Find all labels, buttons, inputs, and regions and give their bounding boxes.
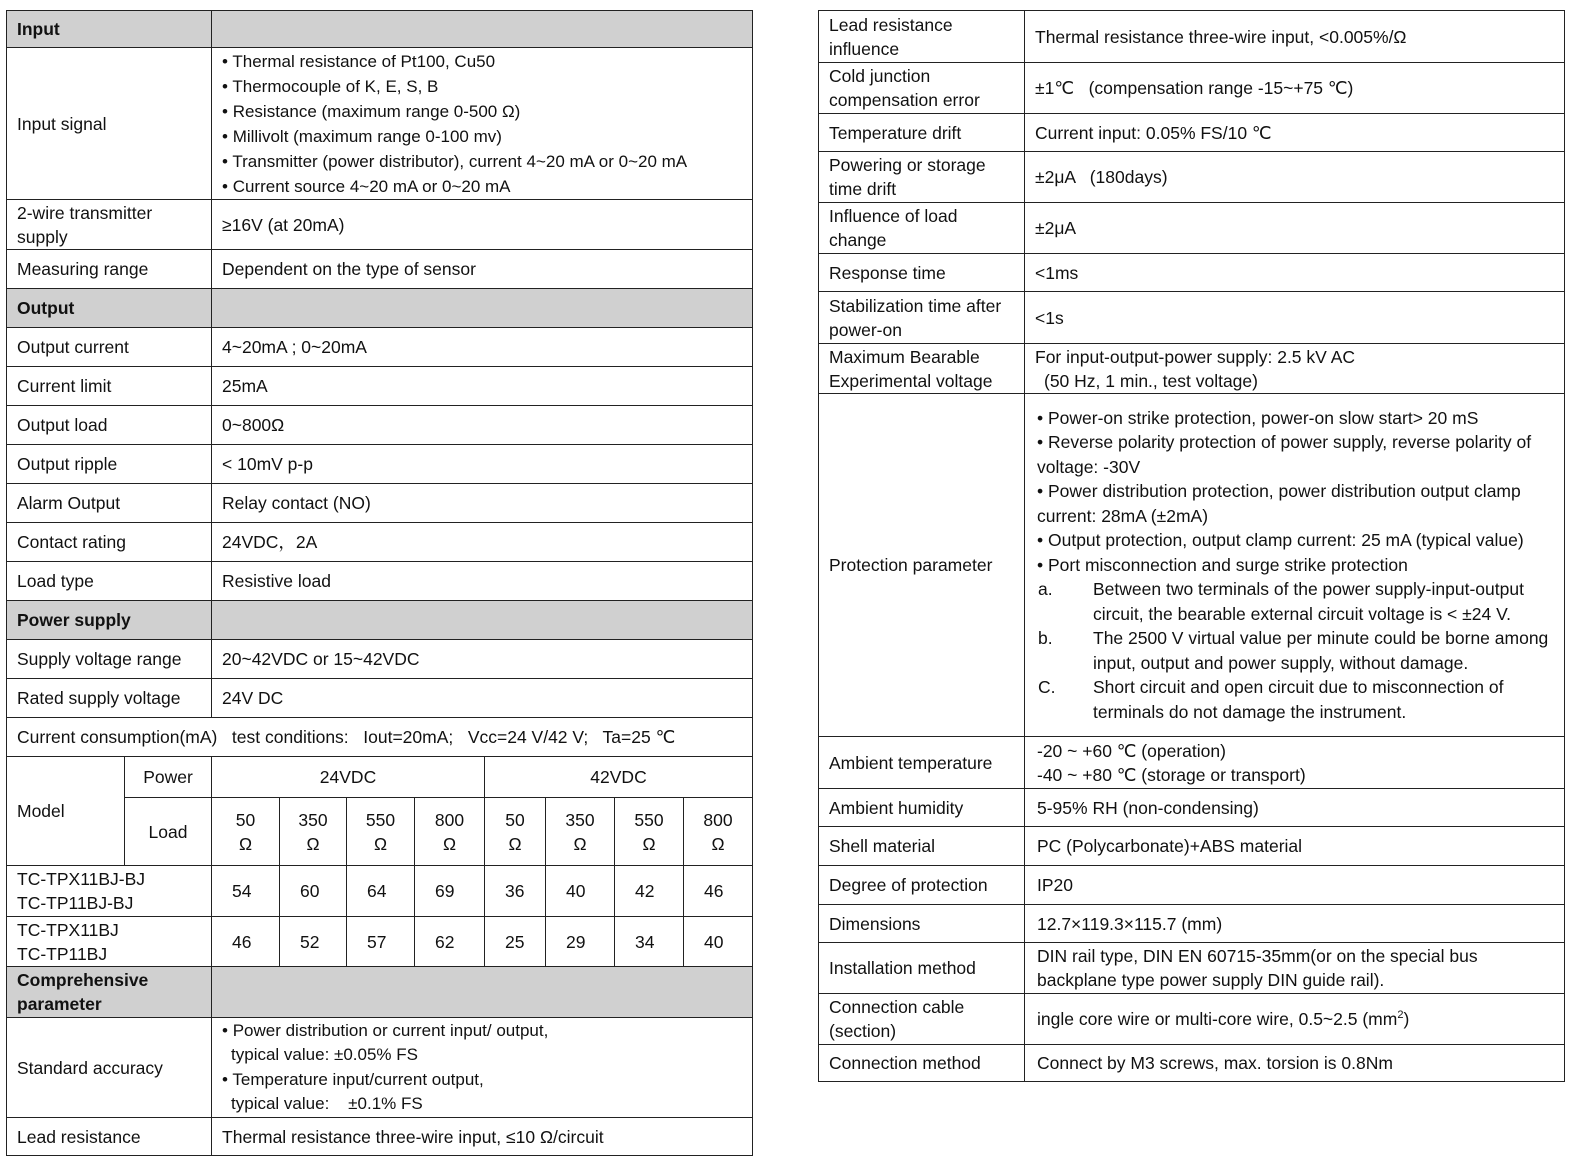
voltage-42-header: 42VDC [485,757,753,798]
spec-value: ≥16V (at 20mA) [212,200,753,250]
spec-row [7,640,753,679]
spec-label: Shell material [819,827,1025,866]
spec-value: 4~20mA ; 0~20mA [212,328,753,367]
spec-label: Output current [7,328,212,367]
consumption-conditions: Current consumption(mA) test conditions: Iout=20mA; Vcc=24 V/42 V; Ta=25 ℃ [7,718,753,757]
list-item: • Thermocouple of K, E, S, B [222,76,439,96]
consumption-value: 34 [615,917,684,967]
spec-value: Thermal resistance three-wire input, <0.005%/Ω [1025,11,1565,63]
spec-row [819,789,1565,827]
spec-value: ±2μA [1025,203,1565,254]
spec-label: Output load [7,406,212,445]
spec-row [7,1118,753,1156]
spec-value: Thermal resistance three-wire input, ≤10 Ω/circuit [212,1118,753,1156]
spec-row [819,943,1565,994]
spec-label: Rated supply voltage [7,679,212,718]
load-cell: 800 Ω [415,798,485,866]
spec-row [819,63,1565,114]
consumption-value: 46 [684,866,753,917]
spec-label: Ambient temperature [819,737,1025,789]
spec-label: Standard accuracy [7,1018,212,1118]
list-item: C. Short circuit and open circuit due to misconnection of terminals do not damage the instrument. [1038,677,1504,722]
load-cell: 800 Ω [684,798,753,866]
spec-label: Current limit [7,367,212,406]
spec-row [7,523,753,562]
spec-value: 0~800Ω [212,406,753,445]
section-row-input [7,11,753,48]
spec-label: 2-wire transmitter supply [7,200,212,250]
spec-label: Cold junction compensation error [819,63,1025,114]
spec-label: Measuring range [7,250,212,289]
spec-label: Response time [819,254,1025,292]
section-row-comprehensive [7,967,753,1018]
spec-value: 25mA [212,367,753,406]
load-cell: 350 Ω [280,798,347,866]
list-item: a. Between two terminals of the power supply-input-output circuit, the bearable external circuit voltage is < ±24 V. [1038,579,1524,624]
spec-value: < 10mV p-p [212,445,753,484]
spec-label: Stabilization time after power-on [819,292,1025,344]
spec-label: Alarm Output [7,484,212,523]
spec-value-list [1025,394,1565,737]
consumption-value: 52 [280,917,347,967]
load-cell: 50 Ω [212,798,280,866]
list-item: • Power distribution protection, power distribution output clamp current: 28mA (±2mA) [1037,481,1521,526]
spec-label: Dimensions [819,905,1025,943]
spec-value-list: • Power distribution or current input/ output, typical value: ±0.05% FS • Temperature input/current output, typical value: ±0.1% FS [212,1018,753,1118]
spec-value: Relay contact (NO) [212,484,753,523]
spec-value: Connect by M3 screws, max. torsion is 0.8Nm [1025,1045,1565,1082]
spec-row [819,254,1565,292]
list-item: • Current source 4~20 mA or 0~20 mA [222,176,511,196]
spec-row [819,344,1565,394]
spec-row [7,200,753,250]
load-cell: 350 Ω [546,798,615,866]
spec-label: Contact rating [7,523,212,562]
consumption-value: 36 [485,866,546,917]
spec-value-list [212,48,753,200]
spec-value: IP20 [1025,866,1565,905]
load-cell: 50 Ω [485,798,546,866]
spec-label: Installation method [819,943,1025,994]
consumption-value: 57 [347,917,415,967]
spec-row-protection [819,394,1565,737]
load-cell: 550 Ω [347,798,415,866]
voltage-24-header: 24VDC [212,757,485,798]
spec-row [819,114,1565,152]
spec-value: Current input: 0.05% FS/10 ℃ [1025,114,1565,152]
spec-value: DIN rail type, DIN EN 60715-35mm(or on the special bus backplane type power supply DIN guide rail). [1025,943,1565,994]
spec-value: -20 ~ +60 ℃ (operation) -40 ~ +80 ℃ (storage or transport) [1025,737,1565,789]
load-header: Load [125,798,212,866]
spec-label: Output ripple [7,445,212,484]
spec-label: Temperature drift [819,114,1025,152]
consumption-value: 64 [347,866,415,917]
spec-row [7,679,753,718]
section-title-power: Power supply [7,601,212,640]
list-item: • Port misconnection and surge strike protection [1037,554,1408,575]
spec-value: Dependent on the type of sensor [212,250,753,289]
consumption-value: 25 [485,917,546,967]
spec-label: Connection cable (section) [819,994,1025,1045]
section-row-output [7,289,753,328]
consumption-value: 42 [615,866,684,917]
spec-label: Powering or storage time drift [819,152,1025,203]
consumption-row [7,718,753,757]
spec-row [819,292,1565,344]
spec-row [819,827,1565,866]
list-item: • Output protection, output clamp current: 25 mA (typical value) [1037,530,1524,551]
spec-value: ±1℃ (compensation range -15~+75 ℃) [1025,63,1565,114]
spec-row [7,562,753,601]
right-spec-table [818,10,1565,1082]
spec-row [7,484,753,523]
consumption-value: 69 [415,866,485,917]
consumption-value: 54 [212,866,280,917]
spec-row [819,203,1565,254]
consumption-value: 29 [546,917,615,967]
spec-value: 5-95% RH (non-condensing) [1025,789,1565,827]
spec-label: Maximum Bearable Experimental voltage [819,344,1025,394]
load-cell: 550 Ω [615,798,684,866]
consumption-value: 40 [546,866,615,917]
section-title-comprehensive: Comprehensive parameter [7,967,212,1018]
spec-row [7,1018,753,1118]
section-title-output: Output [7,289,212,328]
spec-row [7,328,753,367]
spec-label: Input signal [7,48,212,200]
spec-row [7,250,753,289]
list-item: • Millivolt (maximum range 0-100 mv) [222,126,502,146]
consumption-value: 60 [280,866,347,917]
spec-value: 12.7×119.3×115.7 (mm) [1025,905,1565,943]
spec-label: Supply voltage range [7,640,212,679]
spec-value: 20~42VDC or 15~42VDC [212,640,753,679]
spec-label: Lead resistance [7,1118,212,1156]
list-item: • Reverse polarity protection of power supply, reverse polarity of voltage: -30V [1037,432,1532,477]
consumption-value: 40 [684,917,753,967]
spec-label: Protection parameter [819,394,1025,737]
spec-value: ±2μA (180days) [1025,152,1565,203]
list-item: b. The 2500 V virtual value per minute could be borne among input, output and power supply, without damage. [1038,628,1549,673]
spec-value: ingle core wire or multi-core wire, 0.5~2.5 $(mm^2)$ [1025,994,1565,1045]
spec-label: Connection method [819,1045,1025,1082]
spec-label: Load type [7,562,212,601]
spec-row [7,406,753,445]
spec-label: Influence of load change [819,203,1025,254]
spec-row [7,445,753,484]
spec-label: Degree of protection [819,866,1025,905]
list-item: • Resistance (maximum range 0-500 Ω) [222,101,521,121]
spec-row [819,11,1565,63]
list-item: • Thermal resistance of Pt100, Cu50 [222,51,496,71]
spec-value: 24VDC，2A [212,523,753,562]
spec-value: For input-output-power supply: 2.5 kV AC (50 Hz, 1 min., test voltage) [1025,344,1565,394]
spec-value: Resistive load [212,562,753,601]
list-item: • Transmitter (power distributor), current 4~20 mA or 0~20 mA [222,151,688,171]
spec-row [819,905,1565,943]
spec-value: 24V DC [212,679,753,718]
model-row [7,866,753,917]
left-spec-table [6,10,753,1156]
model-name: TC-TPX11BJ TC-TP11BJ [7,917,212,967]
spec-label: Lead resistance influence [819,11,1025,63]
consumption-value: 62 [415,917,485,967]
model-row [7,917,753,967]
model-header: Model [7,757,125,866]
model-name: TC-TPX11BJ-BJ TC-TP11BJ-BJ [7,866,212,917]
model-header-row [7,757,753,798]
spec-row [819,1045,1565,1082]
spec-row [819,994,1565,1045]
list-item: • Power-on strike protection, power-on slow start> 20 mS [1037,407,1479,428]
spec-value: <1ms [1025,254,1565,292]
spec-row [819,866,1565,905]
section-title-input: Input [7,11,212,48]
spec-row [819,152,1565,203]
spec-row [7,367,753,406]
spec-value: PC (Polycarbonate)+ABS material [1025,827,1565,866]
section-row-power [7,601,753,640]
spec-row-input-signal [7,48,753,200]
spec-value: <1s [1025,292,1565,344]
spec-label: Ambient humidity [819,789,1025,827]
power-header: Power [125,757,212,798]
spec-row [819,737,1565,789]
consumption-value: 46 [212,917,280,967]
